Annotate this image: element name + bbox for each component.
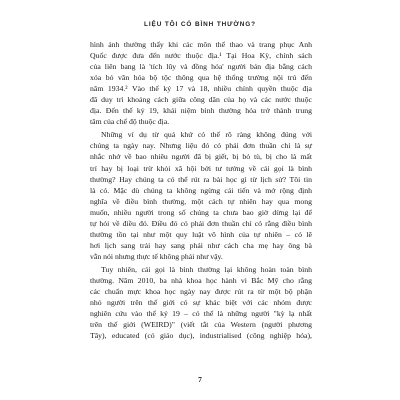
paragraph-3 — [90, 264, 312, 341]
text-line: nhắc nhở về bao nhiêu người đã bị giết, bị bỏ tù, bị cho là mất — [90, 152, 312, 162]
text-line: thường. Năm 2010, ba nhà khoa học hành vi Bắc Mỹ cho rằng — [90, 275, 312, 285]
text-line: tự hỏi về điều đó. Điều đó có phải đơn thuần chỉ có rằng điều bình — [90, 218, 312, 228]
running-head: LIỆU TÔI CÓ BÌNH THƯỜNG? — [144, 21, 256, 28]
text-line: Những ví dụ từ quá khứ có thể rõ ràng không đúng với — [101, 130, 312, 140]
text-line: Tuy nhiên, cái gọi là bình thường lại không hoàn toàn bình — [101, 264, 312, 274]
paragraph-1 — [90, 39, 312, 127]
text-line: thường? Hay chúng ta có thể rút ra bài học gì từ lịch sử? Tôi tin — [90, 174, 312, 184]
text-line: tâm của chế độ thuộc địa. — [90, 117, 170, 127]
body-text — [90, 39, 312, 341]
text-line: trí hay bị loại trừ khỏi xã hội bởi tư tưởng về cái gọi là bình — [90, 163, 312, 173]
text-line: nghiên cứu vào thế kỷ 19 – có thể là những người "kỳ lạ nhất — [90, 309, 312, 319]
text-line: thường tồn tại như một quy luật vô hình của tự nhiên – có lẽ — [90, 229, 312, 239]
text-line: của liên bang là 'tích lũy và đồng hóa' người bản địa bằng cách — [90, 62, 312, 72]
text-line: năm 1934.² Vào thế kỷ 17 và 18, nhiều chính quyền thuộc địa — [90, 84, 312, 94]
text-line: hình ảnh thường thấy khi các môn thể thao và trang phục Anh — [90, 40, 312, 49]
text-line: vẫn nói nhưng thực tế không phải như vậy. — [90, 251, 223, 261]
text-line: nghĩa về điều bình thường, một cách tự nhiên hay qua mong — [90, 196, 312, 206]
text-line: hơi lịch sang trải hay sang phải như cách cha mẹ hay ông bà — [90, 240, 312, 250]
text-line: Quốc được đưa đến nước thuộc địa.¹ Tại Hoa Kỳ, chính sách — [90, 51, 312, 61]
text-line: các chuẩn mực khoa học ngày nay được rút ra từ một bộ phận — [90, 287, 312, 297]
text-line: là có. Mặc dù chúng ta không ngừng cải tiến và mở rộng định — [90, 185, 312, 195]
page-number: 7 — [198, 375, 202, 384]
text-line: địa. Đến thế kỷ 19, khái niệm bình thường hóa trở thành trung — [90, 106, 312, 116]
text-line: trên thế giới (WEIRD)" (viết tắt của Western (người phương — [90, 320, 312, 330]
text-line: đã duy trì khoảng cách giữa công dân của họ và các nước thuộc — [90, 95, 312, 105]
paragraph-2 — [90, 129, 312, 262]
text-line: nhỏ người trên thế giới có sự khác biệt với các nhóm được — [90, 298, 312, 308]
text-line: Tây), educated (có giáo dục), industrialised (công nghiệp hóa), — [90, 331, 312, 341]
text-line: muốn, nhiều người trong số chúng ta chưa bao giờ dừng lại để — [90, 207, 312, 217]
text-line: xóa bỏ văn hóa bộ tộc thông qua hệ thống trường nội trú đến — [90, 73, 312, 83]
text-line: chúng ta ngày nay. Nhưng liệu đó có phải đơn thuần chỉ là sự — [90, 141, 312, 151]
